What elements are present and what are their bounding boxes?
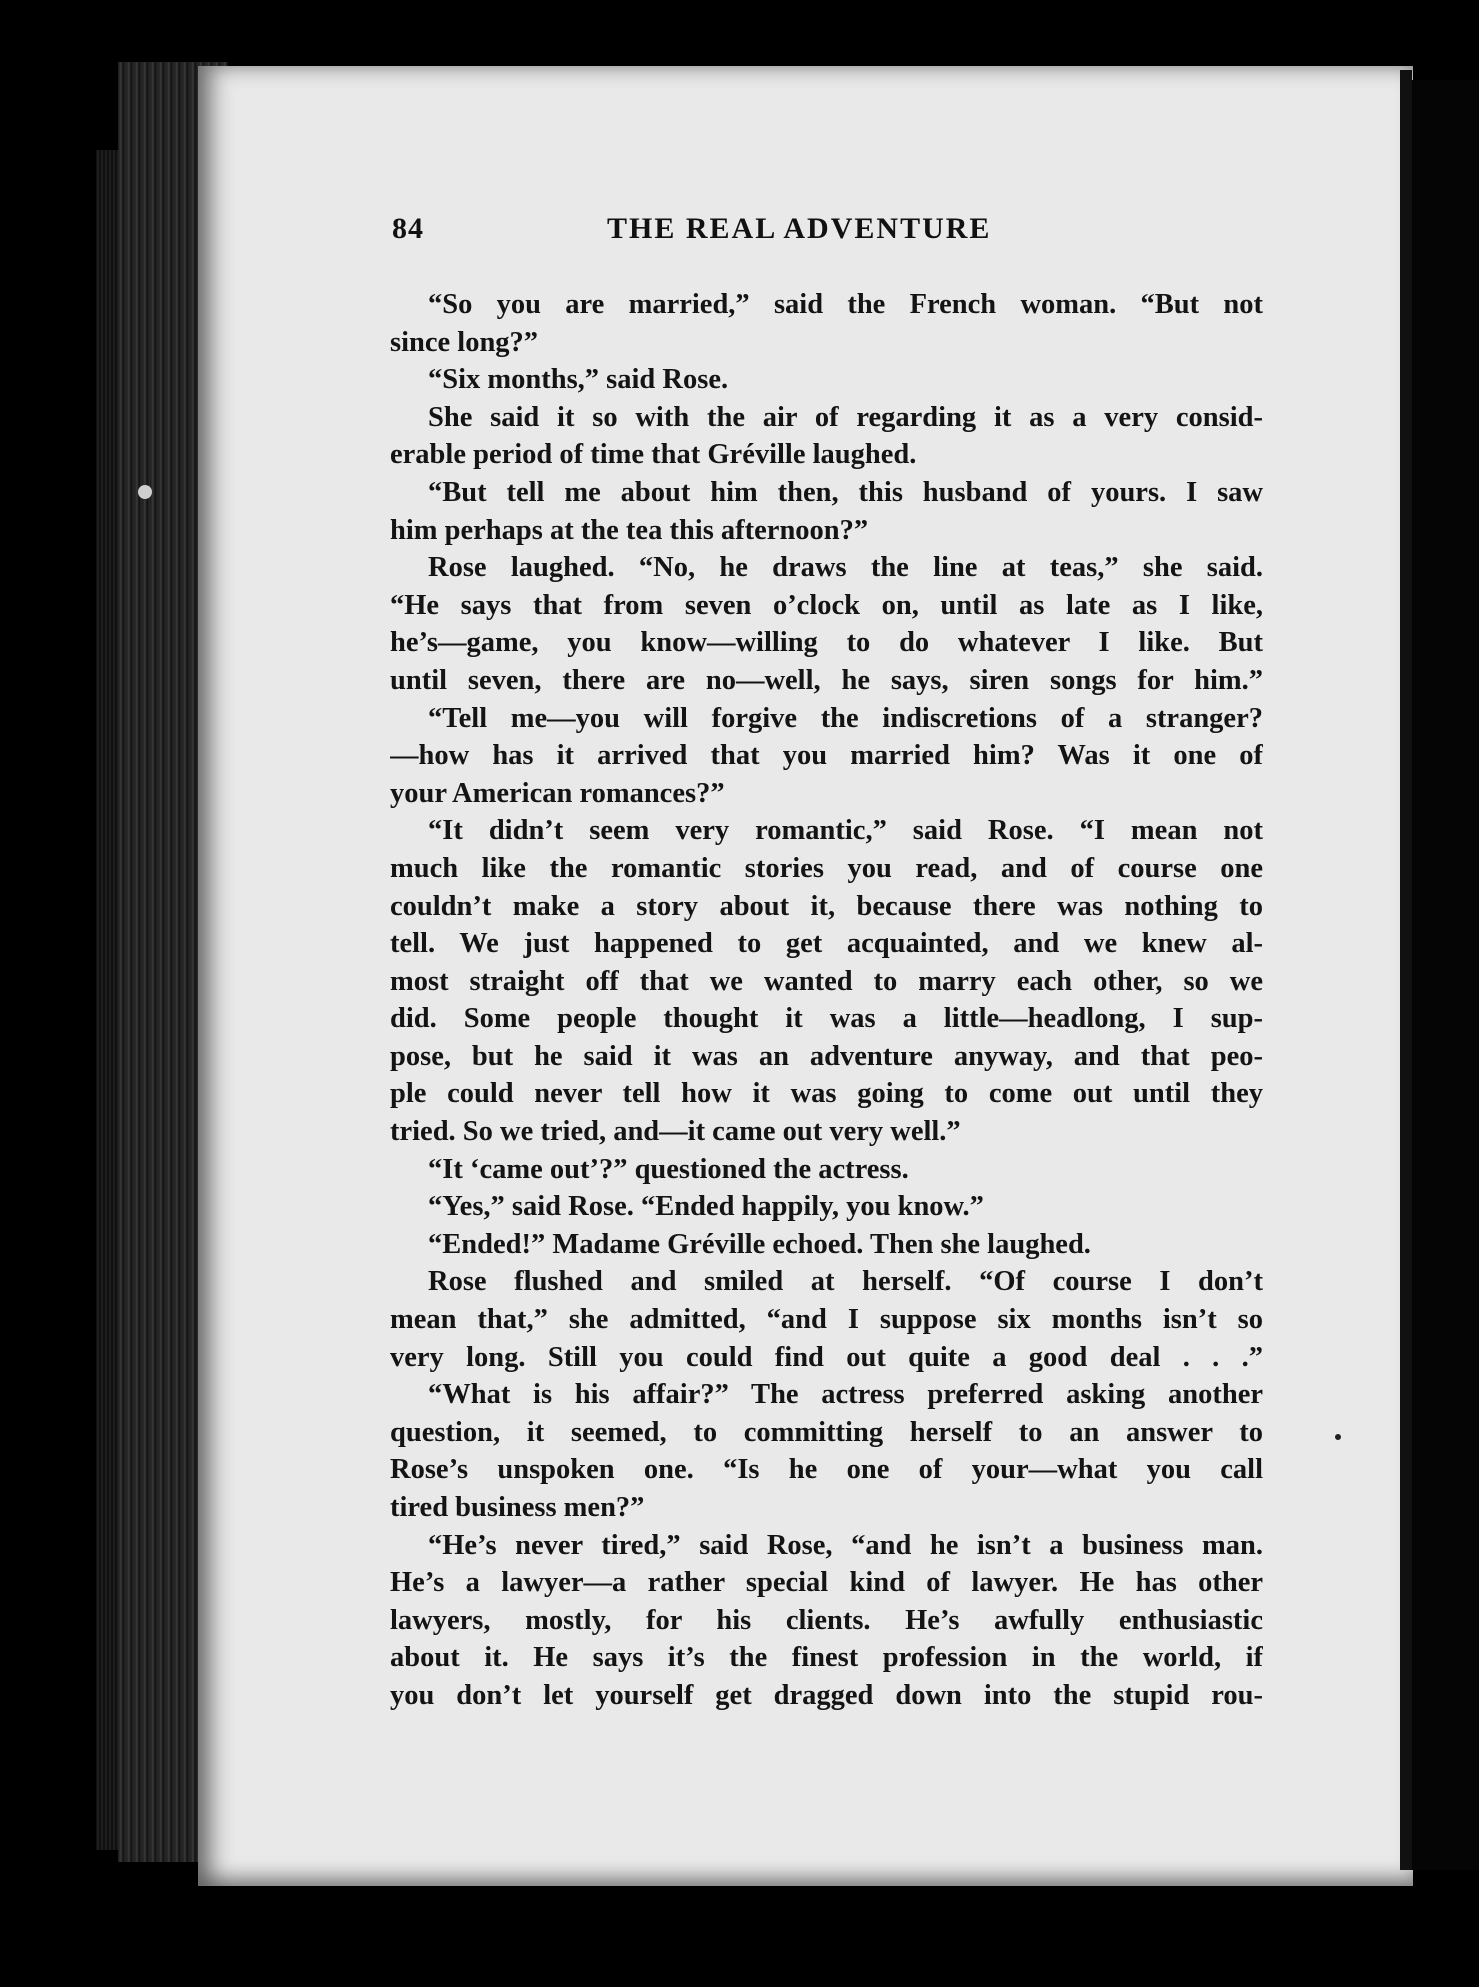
text-line: —how has it arrived that you married him? Was it one of [390,740,1263,772]
text-line: your American romances?” [390,777,725,809]
text-line: question, it seemed, to committing herself to an answer to [390,1416,1263,1448]
text-line: since long?” [390,326,539,358]
text-line: “It didn’t seem very romantic,” said Rose. “I mean not [428,815,1263,847]
page-number: 84 [392,212,424,245]
text-line: erable period of time that Gréville laughed. [390,439,917,471]
text-line: until seven, there are no—well, he says, siren songs for him.” [390,664,1263,696]
text-line: “But tell me about him then, this husband of yours. I saw [428,476,1263,508]
running-title: THE REAL ADVENTURE [607,212,992,245]
text-line: ple could never tell how it was going to come out until they [390,1078,1263,1110]
text-line: tell. We just happened to get acquainted, and we knew al- [390,928,1263,960]
text-line: mean that,” she admitted, “and I suppose six months isn’t so [390,1304,1263,1336]
text-line: very long. Still you could find out quite a good deal . . .” [390,1341,1263,1373]
text-line: couldn’t make a story about it, because there was nothing to [390,890,1263,922]
text-line: pose, but he said it was an adventure anyway, and that peo- [390,1040,1263,1072]
text-line: did. Some people thought it was a little—headlong, I sup- [390,1003,1263,1035]
body-text [390,286,1263,1715]
text-line: “Yes,” said Rose. “Ended happily, you know.” [428,1191,984,1223]
background-strip [1412,80,1479,1870]
text-line: “It ‘came out’?” questioned the actress. [428,1153,909,1185]
text-line: lawyers, mostly, for his clients. He’s awfully enthusiastic [390,1604,1263,1636]
text-line: most straight off that we wanted to marry each other, so we [390,965,1263,997]
text-line: Rose flushed and smiled at herself. “Of course I don’t [428,1266,1263,1298]
text-line: She said it so with the air of regarding it as a very consid- [428,401,1263,433]
text-line: tried. So we tried, and—it came out very well.” [390,1116,961,1148]
text-line: “Ended!” Madame Gréville echoed. Then she laughed. [428,1228,1091,1260]
scan-speck [1335,1434,1341,1440]
text-line: about it. He says it’s the finest profession in the world, if [390,1642,1263,1674]
text-line: he’s—game, you know—willing to do whatever I like. But [390,627,1263,659]
text-line: tired business men?” [390,1492,645,1523]
text-line: you don’t let yourself get dragged down into the stupid rou- [390,1679,1263,1711]
text-line: He’s a lawyer—a rather special kind of lawyer. He has other [390,1567,1263,1599]
facing-page-gutter [1400,70,1412,1870]
text-line: “He’s never tired,” said Rose, “and he isn’t a business man. [428,1529,1263,1561]
scan-speck [138,485,152,499]
text-line: Rose laughed. “No, he draws the line at teas,” she said. [428,552,1263,584]
text-line: “Six months,” said Rose. [428,364,729,396]
text-line: “What is his affair?” The actress preferred asking another [428,1379,1263,1411]
text-line: “Tell me—you will forgive the indiscretions of a stranger? [428,702,1263,734]
text-line: “So you are married,” said the French woman. “But not [428,289,1263,320]
text-line: much like the romantic stories you read, and of course one [390,852,1263,884]
text-line: “He says that from seven o’clock on, until as late as I like, [390,589,1263,621]
text-line: Rose’s unspoken one. “Is he one of your—what you call [390,1454,1263,1486]
text-line: him perhaps at the tea this afternoon?” [390,514,869,546]
